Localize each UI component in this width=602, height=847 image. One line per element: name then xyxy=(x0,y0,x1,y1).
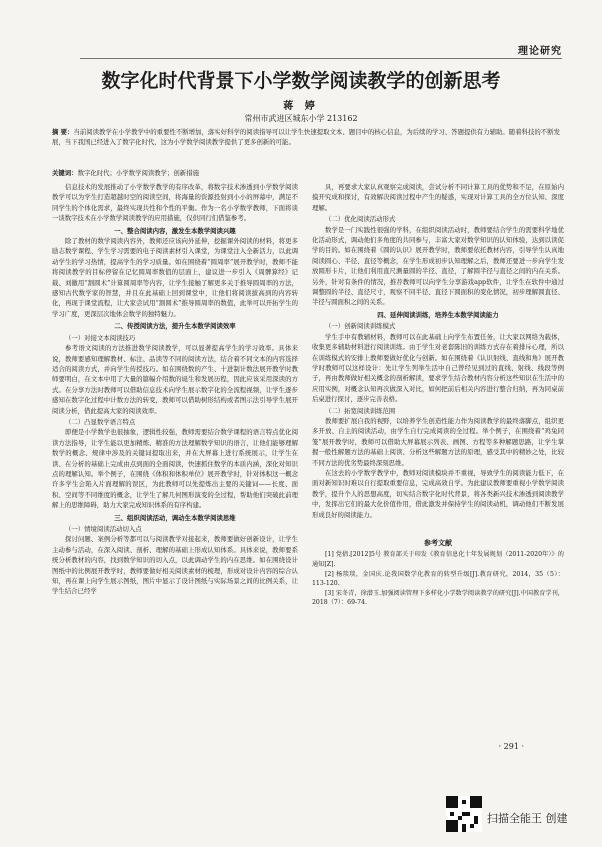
references-title: 参考文献 xyxy=(424,538,452,547)
paragraph: 数学是一门实践性很强的学科，在组织阅读活动时，教师要结合学生的需要科学地优化活动形式，调动他们多角度的共同参与，丰富大家对数学知识的认知体验，达到以读促学的目的。如在围绕着《圆的认识》展开教学时，教师要依托教材内容，引导学生认真地阅读圆心、半径、直径等概念，在学生形成初步认知理解之后，教师还要进一步向学生发放圆形卡片，让他们利用直尺测量圆的半径、直径，了解圆半径与直径之间的内在关系。另外，针对有条件的情况，推荐教师可以向学生分享游戏app软件，让学生在软件中通过调整圆的半径、直径尺寸，观察不同半径、直径下圆面积的变化情况，初步理解圆直径、半径与圆面积之间的关系。 xyxy=(312,225,564,307)
affiliation: 常州市武进区城东小学 213162 xyxy=(244,114,358,123)
section-heading: 三、组织阅读活动，调动生本数学阅读思维 xyxy=(114,513,236,522)
subsection-heading: （二）拓宽阅读训练范围 xyxy=(325,406,396,415)
paragraph: 具，再要求大家认真观察完成阅读，尝试分析不同计算工具的优势和不足，在原始内摸开究成和探讨，有效解决阅读过程中产生的疑惑，实现对计算工具的全方位认知、深度理解。 xyxy=(312,183,564,212)
left-column xyxy=(52,182,298,597)
paragraph: 参考语文阅读的方法推进数学阅读教学，可以显著提高学生的学习效率。具体来说，教师要感知理解教材、标注、品读等不同的阅读方法，结合着不同文本的内容选择适合的阅读方式，并向学生传授技巧。如在围绕数的产生、十进制计数法展开教学时教师要明白，在文本中用了大量的篇幅介绍数的诞生和发展历程，因此应该采用深读的方式。在分享方法时教师可以借助信息技术向学生展示数字化的全流程视频，让学生逐步感知在数字化过程中计数方法的转变，教师可以借助树形结构或者图示法引导学生展开阅读分析，借此提高大家的阅读效率。 xyxy=(52,344,298,415)
paragraph: 即便是小学数学也很抽象，逻辑性较强，教师需要结合数学课程的语言特点优化阅读方法指导，让学生能以更加精炼、精准的方法理解数学知识的语言，让他们能够理解数学的概念、规律中涉及的关键词提取出来，并在大屏幕上进行系统展示，让学生在读、在分析的基础上完成由点到面的全面阅读，快速抓住数学的本质内涵，深化对知识点的理解认知。举个例子，在围绕《体积和体积单位》展开教学时，针对体积这一概念许多学生会陷入片面理解的误区，为此教师可以先提炼出主要的关键词——长度、面积、空间等不同维度的概念，让学生了解几何图形演变的全过程，帮助他们突破此前理解上的思维障碍，助力大家完成知识体系的有序构建。 xyxy=(52,428,298,510)
subsection-heading: （二）优化阅读活动形式 xyxy=(325,215,396,224)
scanner-watermark: 扫描全能王 创建 xyxy=(487,812,568,825)
right-column xyxy=(312,182,564,608)
section-heading: 一、整合阅读内容，激发生本数学阅读兴趣 xyxy=(114,226,236,235)
reference-item: [1] 党倩.[2012]5号 教育部关于印发《教育信息化十年发展规划（2011-2020年）》的通知[Z]. xyxy=(312,551,564,568)
paragraph: 教师要扩展自我的视野，以培养学生创造性能力作为阅读教学的最终落脚点，组织更多开放、自主的阅读活动，由学生自行完成阅读的全过程。举个例子，在围绕着“鸡兔同笼”展开教学时，教师可以借助大屏幕展示列表、画图、方程等多种解题思路，让学生掌握一般性解题方法的基础上阅读、分析这些解题方法的原理，感受其中的精妙之处，比较不同方法的优劣势最终深刻思维。 xyxy=(312,416,564,467)
subsection-heading: （一）创新阅读训练模式 xyxy=(325,322,396,331)
subsection-heading: （一）对接文本阅读技巧 xyxy=(65,333,136,342)
right-column-body xyxy=(312,182,564,520)
paragraph: 除了教材的数学阅读内容外，教师还应该向外延伸，挖掘课外阅读的材料，将更多励志数学课程、学生学习需要的电子阅读素材引入课堂，为课堂注入全新活力，以此调动学生的学习热情，提高学生的学习质量。如在围绕着“圆周率”展开教学时，教师不能将阅读教学的目标停留在记忆圆周率数值的层面上，建议进一步引入《周髀算经》记载、刘徽用“割圆术”计算圆周率等内容，让学生接触了解更多关于推导圆周率的方法，感知古代数学家的智慧，并且在此基础上回到课堂中，让他们将阅读拔高到的内容转化，再现于课堂流程，让大家尝试用“割圆术”推导圆周率的数值，此举可以开拓学生的学习广度，更深层次地体会数学的独特魅力。 xyxy=(52,237,298,318)
page-number: · 291 · xyxy=(498,742,524,751)
subsection-heading: （二）凸显数学语言特点 xyxy=(65,417,136,426)
keywords xyxy=(52,168,560,177)
paragraph: 在这去的小学数学教学中，教师对阅读模块并不重视，导致学生的阅读能力低下，在面对新知识时难以自行提取重要信息，完成高效自学。为此建议教师要重视小学数学阅读教学，提升个人的思想高度，切实结合数字化时代背景，将各类新兴技术渗透到阅读教学中，发挥出它们的最大化价值作用，借此激发并保持学生的阅读动机，调动他们不断发展形成良好的阅读能力。 xyxy=(312,468,564,519)
keywords-label: 关键词： xyxy=(52,169,78,177)
references-list xyxy=(312,550,564,608)
author: 蒋 婷 xyxy=(283,101,319,112)
reference-item: [2] 杨琰琰，金国庆.论我国数学化教育的转型升级[J].教育研究，2014，35（5）：113-120. xyxy=(312,570,564,588)
section-tag: 理论研究 xyxy=(518,46,562,57)
subsection-heading: （一）情境阅读活动切入点 xyxy=(65,525,142,533)
section-heading: 二、传授阅读方法，提升生本数学阅读效率 xyxy=(114,322,236,331)
article-title: 数字化时代背景下小学数学阅读教学的创新思考 xyxy=(101,70,501,92)
paragraph: 探讨问题、案例分析等都可以与阅读教学对接起来，教师要做好创新设计，让学生主动参与活动，在深入阅读、剖析、理解的基础上形成认知体系。具体来说，教师要系统分析教材的内容，找到数学知识的切入点，以此调动学生的内在思维。如在围绕设计图纸中的比例展开教学时，教师要做好相关阅读素材的梳理，形成对设计内容的综合认知，再在课上向学生展示图纸，图片中显示了设计图纸与实际场景之间的比例关系，让学生结合已经学 xyxy=(52,535,298,596)
paragraph: 信息技术的发展推动了小学数学教学的有序改革，将数字技术渗透到小学数学阅读教学可以为学生打造超越时空的阅读空间，将海量的资源投射到小小的屏幕中，满足不同学生的个体化需求，最终实现共性和个性的平衡。作为一名小学数学教师，下面将谈一谈数字技术在小学数学阅读教学的应用措施，仅供同行们借鉴参考。 xyxy=(52,183,298,223)
paragraph: 学生手中有教辅材料，教师可以在此基础上向学生布置任务，让大家以网络为载体，收集更多辅助材料进行阅读训练。由于学生对老套陈旧的训练方式存在着排斥心理，所以在训练模式的安排上教师要做好优化与创新。如在围绕着《认识射线、直线和角》展开教学时教师可以这样设计：先让学生列举生活中自己曾经见到过的直线、射线、线段等例子，再由教师做好相关概念的剖析解读，要求学生结合教材内容分析这些知识在生活中的应用实例，对概念认知再次做深入对比，如何把前后相关内容进行整合归纳，再为同桌前后桌进行探讨，逐步完善表格。 xyxy=(312,332,564,404)
section-heading: 四、延伸阅读训练，培养生本数学阅读能力 xyxy=(377,310,499,319)
abstract-label: 摘 要： xyxy=(52,128,74,136)
abstract-text: 当前阅读教学在小学教学中的重要性不断增加，落实好科学的阅读指导可以让学生快速提取文本、题目中的核心信息，为后续的学习、答题提供有力辅助。随着科技的不断发展，当下我国已经进入了数字化时代，这为小学数学阅读教学提供了更多创新的可能。 xyxy=(52,128,560,147)
header-rule xyxy=(80,58,562,59)
qr-code-icon xyxy=(446,796,482,832)
reference-item: [3] 宋冬青，徐潜玉.加强阅读管理下多样化小学数学阅读教学的研究[J].中国教育学刊，2018（7）：69-74. xyxy=(312,589,564,607)
keywords-text: 数字化时代；小学数学阅读教学；创新措施 xyxy=(77,169,199,177)
abstract xyxy=(52,127,560,147)
